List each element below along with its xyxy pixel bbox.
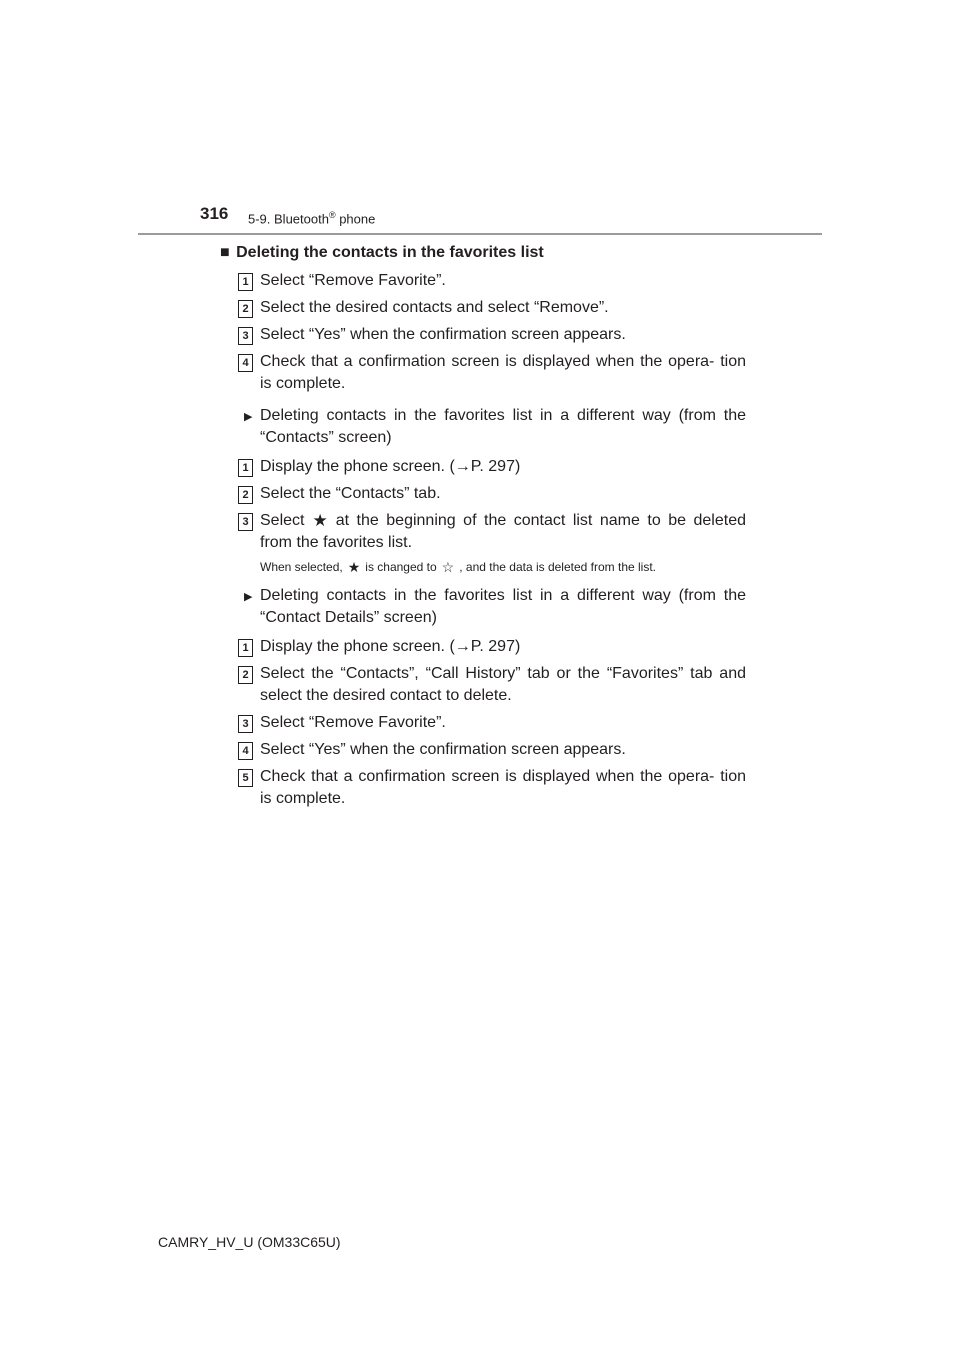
triangle-bullet-icon: ▶	[244, 591, 253, 603]
step-number: 1	[238, 639, 253, 657]
page-number: 316	[200, 204, 229, 223]
step-number: 3	[238, 715, 253, 733]
step-text: Select the “Contacts” tab.	[260, 485, 441, 502]
step-text: Check that a confirmation screen is displayed when the opera- tion is complete.	[260, 768, 746, 807]
step-number: 2	[238, 300, 253, 318]
square-bullet-icon: ■	[220, 244, 230, 261]
step-item	[240, 663, 746, 707]
section-title-suffix: phone	[335, 211, 376, 227]
main-content	[220, 240, 746, 815]
step-text: Select “Remove Favorite”.	[260, 272, 446, 289]
step-text-after: at the beginning of the contact list name to be deleted from the favorites list.	[260, 512, 746, 551]
step-item	[240, 636, 746, 658]
step-item	[240, 510, 746, 554]
section-title	[248, 210, 375, 226]
step-number: 3	[238, 513, 253, 531]
step-text-before: Select	[260, 512, 305, 529]
note-part-a: When selected,	[260, 560, 343, 574]
document-code: CAMRY_HV_U (OM33C65U)	[158, 1234, 341, 1250]
registered-mark: ®	[328, 210, 336, 220]
step-number: 4	[238, 354, 253, 372]
subsection-heading	[220, 244, 746, 262]
step-number: 5	[238, 769, 253, 787]
step-text: Select the “Contacts”, “Call History” tab or the “Favorites” tab and select the desired contact to delete.	[260, 665, 746, 704]
filled-star-icon: ★	[312, 511, 328, 530]
step-item	[240, 766, 746, 810]
step-number: 1	[238, 459, 253, 477]
method-title-text: Deleting contacts in the favorites list in a different way (from the “Contacts” screen)	[260, 407, 746, 446]
triangle-bullet-icon: ▶	[244, 411, 253, 423]
step-text: Display the phone screen. (→P. 297)	[260, 638, 521, 655]
step-item	[240, 351, 746, 395]
note-part-c: , and the data is deleted from the list.	[459, 560, 657, 574]
note-part-b: is changed to	[365, 560, 437, 574]
method-title	[240, 405, 746, 449]
step-text: Select “Yes” when the confirmation screen appears.	[260, 326, 626, 343]
step-text: Select “Remove Favorite”.	[260, 714, 446, 731]
filled-star-icon: ★	[347, 559, 361, 575]
step-number: 3	[238, 327, 253, 345]
method-title	[240, 585, 746, 629]
step-text: Display the phone screen. (→P. 297)	[260, 458, 521, 475]
step-item	[240, 739, 746, 761]
step-item	[240, 270, 746, 292]
note-text	[240, 559, 746, 575]
step-text: Select the desired contacts and select “Remove”.	[260, 299, 609, 316]
step-number: 2	[238, 486, 253, 504]
step-item	[240, 324, 746, 346]
step-number: 4	[238, 742, 253, 760]
header-divider	[138, 233, 822, 235]
step-item	[240, 483, 746, 505]
step-number: 1	[238, 273, 253, 291]
section-title-prefix: 5-9. Bluetooth	[248, 211, 329, 227]
step-number: 2	[238, 666, 253, 684]
step-item	[240, 712, 746, 734]
step-item	[240, 456, 746, 478]
step-text: Check that a confirmation screen is displayed when the opera- tion is complete.	[260, 353, 746, 392]
step-item	[240, 297, 746, 319]
step-text: Select “Yes” when the confirmation screen appears.	[260, 741, 626, 758]
method-title-text: Deleting contacts in the favorites list in a different way (from the “Contact Details” screen)	[260, 587, 746, 626]
heading-text: Deleting the contacts in the favorites list	[236, 244, 544, 261]
outline-star-icon: ☆	[441, 559, 455, 575]
